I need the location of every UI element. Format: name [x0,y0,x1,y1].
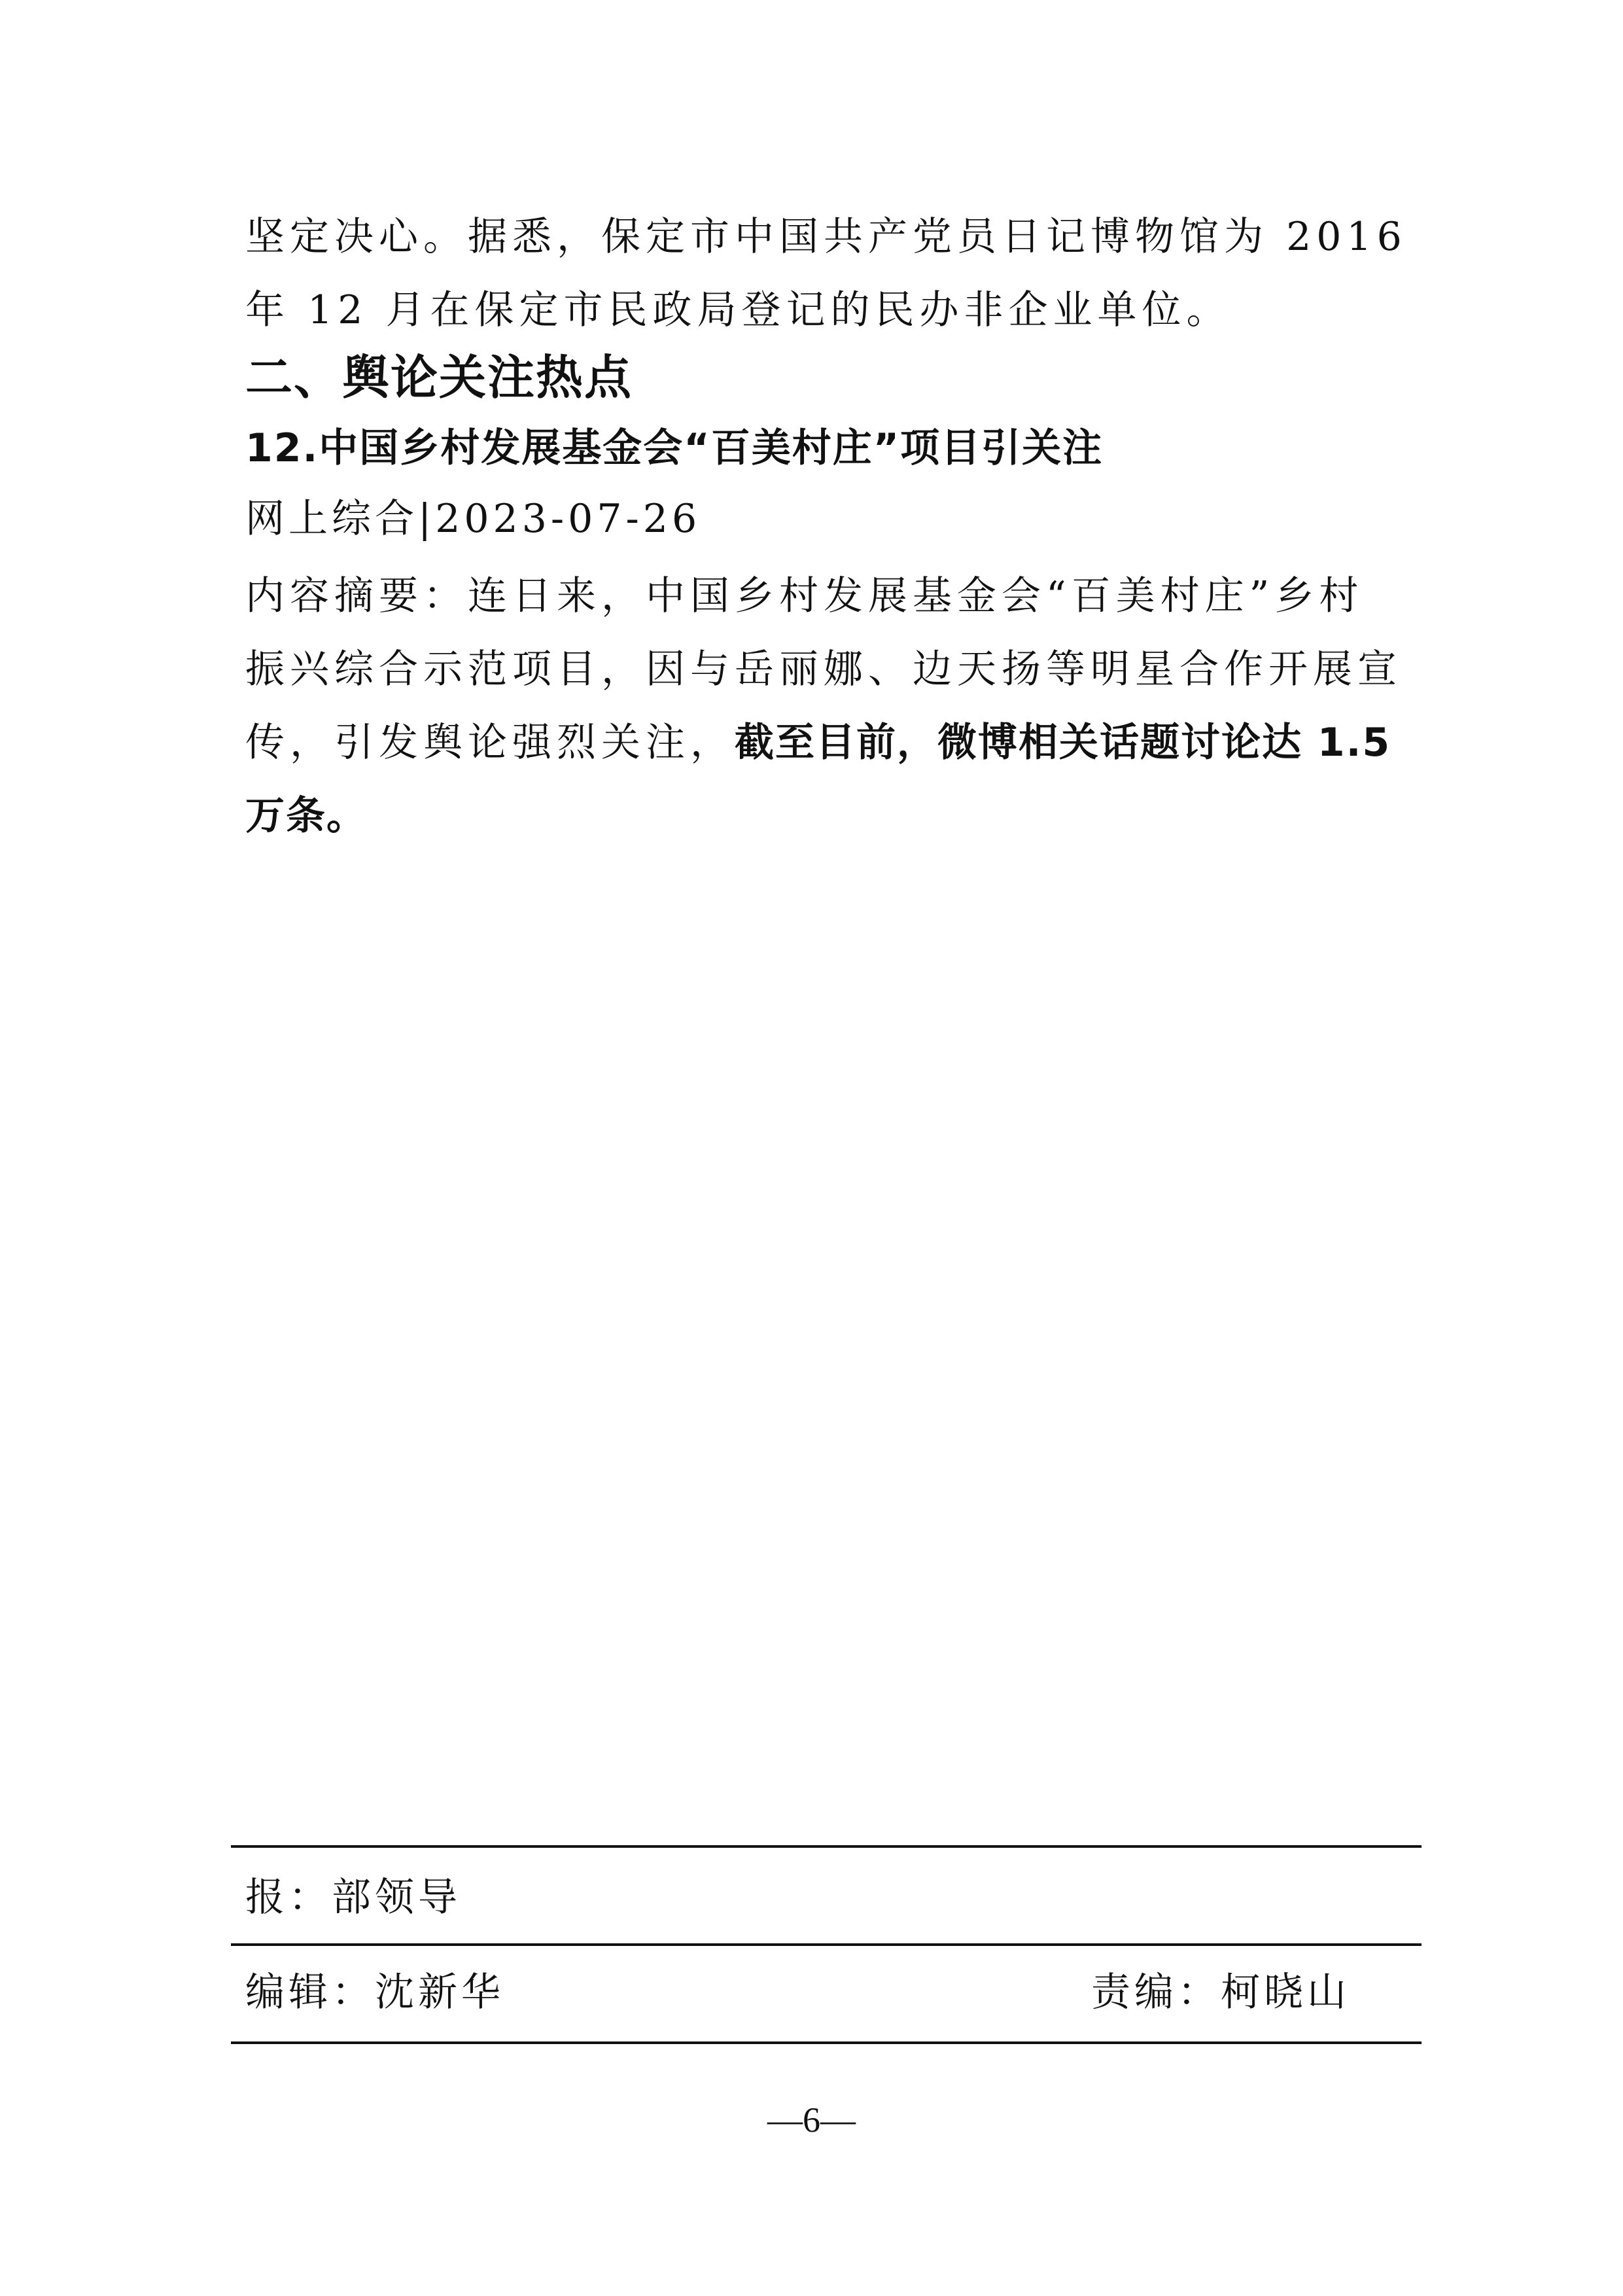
item-source: 网上综合|2023-07-26 [245,496,701,542]
footer-chief-editor: 责编：柯晓山 [1091,1969,1350,2015]
footer-rule-middle [231,1943,1422,1946]
summary-line-2: 振兴综合示范项目，因与岳丽娜、边天扬等明星合作开展宣 [245,646,1402,692]
page-number: —6— [767,2100,856,2140]
intro-paragraph [245,200,1407,347]
footer-editor: 编辑：沈新华 [245,1969,504,2015]
footer-rule-bottom [231,2041,1422,2044]
item-summary [245,559,1402,853]
item-title: 12.中国乡村发展基金会“百美村庄”项目引关注 [245,425,1104,471]
section-heading: 二、舆论关注热点 [245,350,633,405]
summary-line-3-plain: 传，引发舆论强烈关注， [245,720,735,766]
intro-line-2: 年 12 月在保定市民政局登记的民办非企业单位。 [245,287,1231,333]
summary-line-3-bold: 截至目前，微博相关话题讨论达 1.5 [735,720,1391,766]
summary-line-4: 万条。 [245,793,367,839]
summary-line-3 [245,706,1397,779]
footer-report-to: 报：部领导 [245,1875,461,1920]
summary-line-1: 内容摘要：连日来，中国乡村发展基金会“百美村庄”乡村 [245,573,1364,619]
intro-line-1: 坚定决心。据悉，保定市中国共产党员日记博物馆为 2016 [245,214,1407,260]
footer-rule-top [231,1845,1422,1848]
